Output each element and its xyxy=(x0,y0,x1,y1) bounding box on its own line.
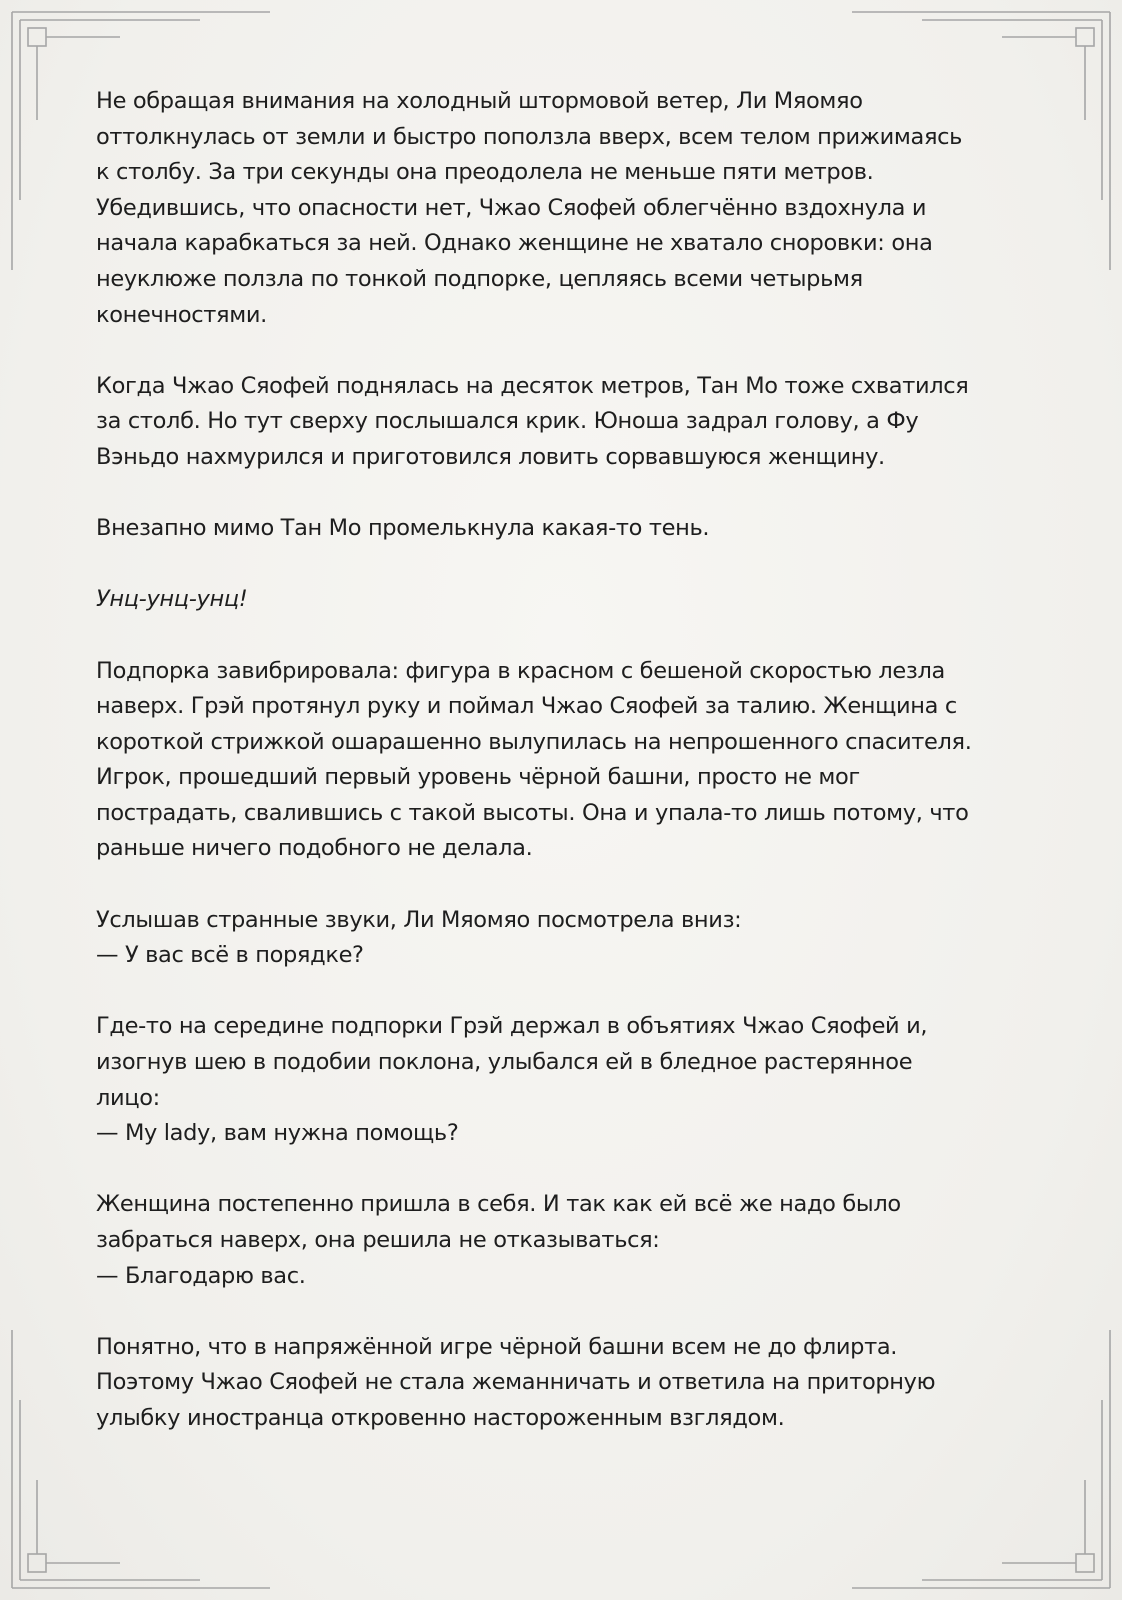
document-body xyxy=(96,84,1036,1472)
paragraph: Понятно, что в напряжённой игре чёрной башни всем не до флирта. Поэтому Чжао Сяофей не стала жеманничать и ответила на приторную улыбку иностранца откровенно настороженным взглядом. xyxy=(96,1333,936,1431)
paragraph: Подпорка завибрировала: фигура в красном с бешеной скоростью лезла наверх. Грэй протянул руку и поймал Чжао Сяофей за талию. Женщина с короткой стрижкой ошарашенно вылупилась на непрошенного спасителя. Игрок, прошедший первый уровень чёрной башни, просто не мог пострадать, свалившись с такой высоты. Она и упала-то лишь потому, что раньше ничего подобного не делала. xyxy=(96,657,972,862)
paragraph: Где-то на середине подпорки Грэй держал в объятиях Чжао Сяофей и, изогнув шею в подобии поклона, улыбался ей в бледное растерянное лицо: — My lady, вам нужна помощь? xyxy=(96,1013,928,1147)
paragraph: Когда Чжао Сяофей поднялась на десяток метров, Тан Мо тоже схватился за столб. Но тут сверху послышался крик. Юноша задрал голову, а Фу Вэньдо нахмурился и приготовился ловить сорвавшуюся женщину. xyxy=(96,372,969,470)
paragraph: Услышав странные звуки, Ли Мяомяо посмотрела вниз: — У вас всё в порядке? xyxy=(96,906,742,969)
italic-paragraph: Унц-унц-унц! xyxy=(96,586,248,613)
paragraph: Женщина постепенно пришла в себя. И так как ей всё же надо было забраться наверх, она решила не отказываться: — Благодарю вас. xyxy=(96,1191,901,1289)
paragraph: Не обращая внимания на холодный штормовой ветер, Ли Мяомяо оттолкнулась от земли и быстро поползла вверх, всем телом прижимаясь к столбу. За три секунды она преодолела не меньше пяти метров. Убедившись, что опасности нет, Чжао Сяофей облегчённо вздохнула и начала карабкаться за ней. Однако женщине не хватало сноровки: она неуклюже ползла по тонкой подпорке, цепляясь всеми четырьмя конечностями. xyxy=(96,88,963,328)
paragraph: Внезапно мимо Тан Мо промелькнула какая-то тень. xyxy=(96,515,710,542)
